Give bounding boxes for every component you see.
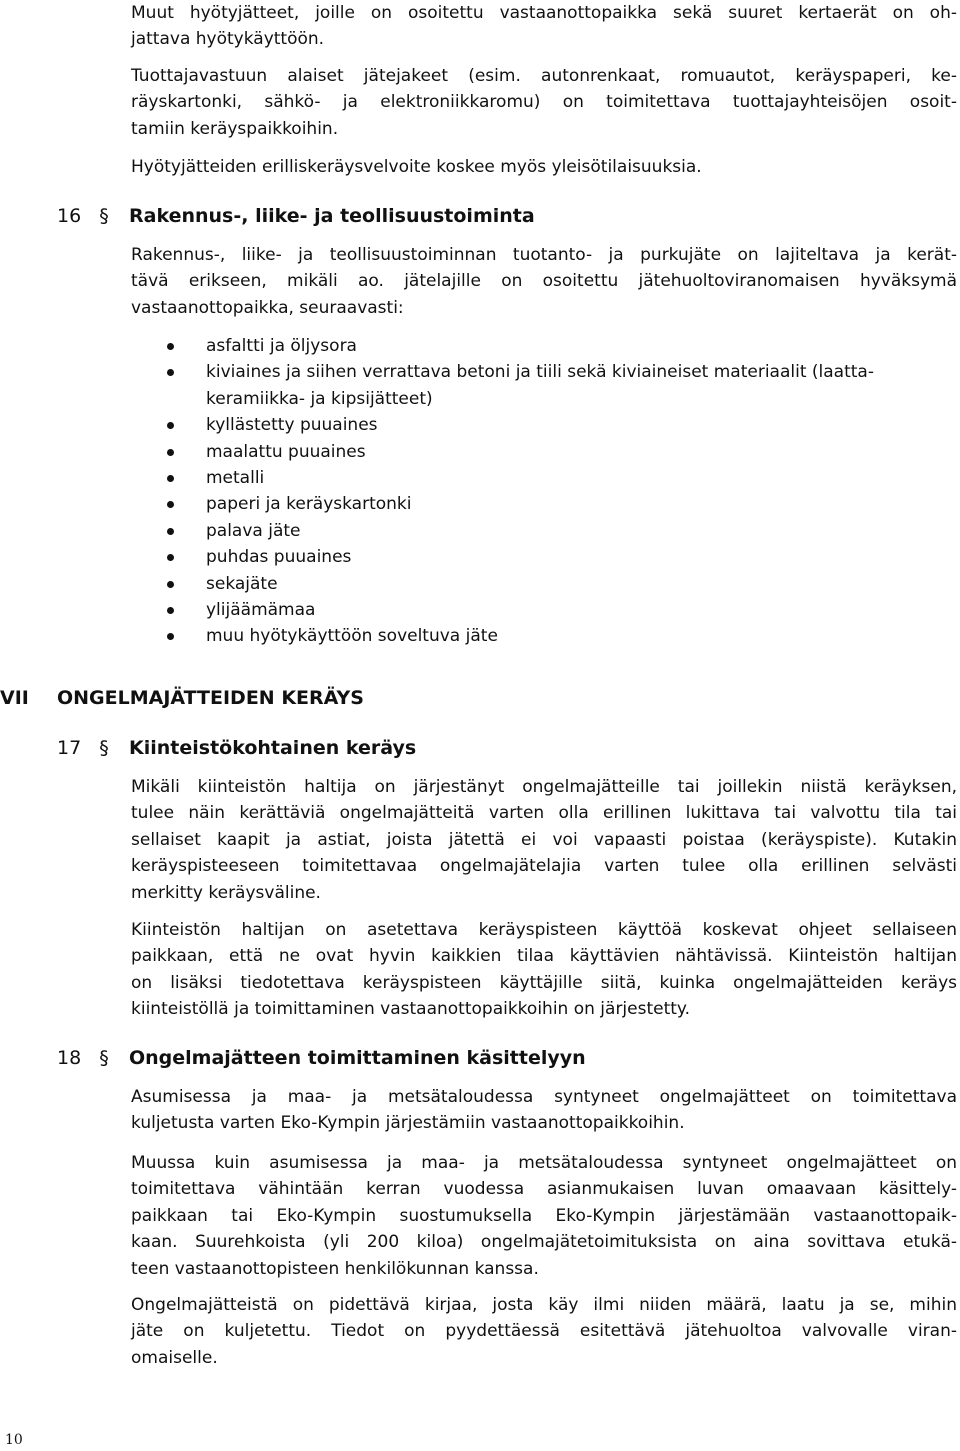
list-item-text: puhdas puuaines xyxy=(206,547,352,568)
list-item xyxy=(163,465,960,491)
section-heading-17 xyxy=(57,736,416,760)
list-item-text: muu hyötykäyttöön soveltuva jäte xyxy=(206,626,498,647)
text-line: jäte on kuljetettu. Tiedot on pyydettäessä esitettävä jätehuoltoa valvovalle viran- xyxy=(131,1321,957,1342)
text-line: vastaanottopaikka, seuraavasti: xyxy=(131,297,404,318)
list-item-text: kyllästetty puuaines xyxy=(206,415,378,436)
chapter-heading xyxy=(0,686,364,710)
text-line: kiinteistöllä ja toimittaminen vastaanottopaikkoihin on järjestetty. xyxy=(131,999,690,1020)
list-item xyxy=(163,571,960,597)
text-line: kaan. Suurehkoista (yli 200 kiloa) ongelmajätetoimituksista on aina sovittava etukä- xyxy=(131,1232,957,1253)
text-line: Kiinteistön haltijan on asetettava keräyspisteen käyttöä koskevat ohjeet sellaiseen xyxy=(131,920,957,940)
text-line: Rakennus-, liike- ja teollisuustoiminnan tuotanto- ja purkujäte on lajiteltava ja kerät- xyxy=(131,245,957,265)
section-title: Kiinteistökohtainen keräys xyxy=(129,737,417,759)
section-sign: § xyxy=(99,1047,109,1069)
chapter-title: ONGELMAJÄTTEIDEN KERÄYS xyxy=(57,687,364,709)
bullet-icon xyxy=(167,475,174,482)
section-heading-16 xyxy=(57,204,535,228)
text-line: paikkaan tai Eko-Kympin suostumuksella Eko-Kympin järjestämään vastaanottopaik- xyxy=(131,1205,957,1226)
text-line: keräyspisteeseen toimitettavaa ongelmajätelajia varten tulee olla erillinen selvästi xyxy=(131,856,957,877)
text-line: tävä erikseen, mikäli ao. jätelajille on osoitettu jätehuoltoviranomaisen hyväksymä xyxy=(131,271,957,292)
bullet-icon xyxy=(167,422,174,429)
list-item-text: palava jäte xyxy=(206,520,301,541)
section-title: Rakennus-, liike- ja teollisuustoiminta xyxy=(129,205,535,227)
paragraph-section18-1 xyxy=(131,1084,957,1137)
list-item xyxy=(163,544,960,570)
text-line: omaiselle. xyxy=(131,1347,218,1368)
text-line: sellaiset kaapit ja astiat, joista jätettä ei voi vapaasti poistaa (keräyspiste). Kutakin xyxy=(131,829,957,850)
bullet-icon xyxy=(167,528,174,535)
paragraph-section16-intro xyxy=(131,242,957,321)
paragraph-section18-2 xyxy=(131,1150,957,1282)
paragraph-hyotyjatteet xyxy=(131,0,957,53)
bullet-icon xyxy=(167,633,174,640)
bullet-icon xyxy=(167,343,174,350)
text-line: teen vastaanottopisteen henkilökunnan kanssa. xyxy=(131,1258,539,1279)
text-line: jattava hyötykäyttöön. xyxy=(131,29,325,50)
bullet-icon xyxy=(167,449,174,456)
list-item-text: sekajäte xyxy=(206,573,278,594)
list-item-text: maalattu puuaines xyxy=(206,441,366,462)
text-line: Tuottajavastuun alaiset jätejakeet (esim. autonrenkaat, romuautot, keräyspaperi, ke- xyxy=(131,66,957,86)
list-item-text: keramiikka- ja kipsijätteet) xyxy=(206,388,433,409)
section-title: Ongelmajätteen toimittaminen käsittelyyn xyxy=(129,1047,586,1069)
text-line: Hyötyjätteiden erilliskeräysvelvoite koskee myös yleisötilaisuuksia. xyxy=(131,157,702,177)
text-line: Asumisessa ja maa- ja metsätaloudessa syntyneet ongelmajätteet on toimitettava xyxy=(131,1087,957,1107)
paragraph-erilliskerays xyxy=(131,154,957,180)
list-item xyxy=(163,359,960,412)
text-line: räyskartonki, sähkö- ja elektroniikkaromu) on toimitettava tuottajayhteisöjen osoit- xyxy=(131,92,957,113)
section-sign: § xyxy=(99,737,109,759)
text-line: kuljetusta varten Eko-Kympin järjestämiin vastaanottopaikkoihin. xyxy=(131,1113,685,1134)
list-item xyxy=(163,333,960,359)
section-number: 18 xyxy=(57,1047,82,1069)
paragraph-section18-3 xyxy=(131,1292,957,1371)
text-line: merkitty keräysväline. xyxy=(131,882,321,903)
waste-type-list xyxy=(163,333,960,650)
text-line: tulee näin kerättäviä ongelmajätteitä varten olla erillinen lukittava tai valvottu tila tai xyxy=(131,803,957,824)
text-line: on lisäksi tiedotettava keräyspisteen käyttäjille siitä, kuinka ongelmajätteiden keräys xyxy=(131,972,957,993)
text-line: Muussa kuin asumisessa ja maa- ja metsätaloudessa syntyneet ongelmajätteet on xyxy=(131,1153,957,1173)
list-item-text: metalli xyxy=(206,468,265,489)
list-item-text: ylijäämämaa xyxy=(206,600,316,621)
list-item-text: paperi ja keräyskartonki xyxy=(206,494,412,515)
bullet-icon xyxy=(167,581,174,588)
section-heading-18 xyxy=(57,1046,586,1070)
text-line: toimitettava vähintään kerran vuodessa asianmukaisen luvan omaavaan käsittely- xyxy=(131,1179,957,1200)
list-item xyxy=(163,439,960,465)
list-item-text: asfaltti ja öljysora xyxy=(206,336,357,356)
paragraph-section17-2 xyxy=(131,917,957,1023)
list-item xyxy=(163,597,960,623)
section-sign: § xyxy=(99,205,109,227)
bullet-icon xyxy=(167,501,174,508)
list-item xyxy=(163,518,960,544)
bullet-icon xyxy=(167,607,174,614)
list-item xyxy=(163,412,960,438)
text-line: tamiin keräyspaikkoihin. xyxy=(131,118,339,139)
section-number: 16 xyxy=(57,205,82,227)
paragraph-tuottajavastuu xyxy=(131,63,957,142)
chapter-number: VII xyxy=(0,687,29,709)
page-number: 10 xyxy=(5,1432,23,1448)
text-line: Muut hyötyjätteet, joille on osoitettu vastaanottopaikka sekä suuret kertaerät on oh- xyxy=(131,3,957,23)
bullet-icon xyxy=(167,554,174,561)
list-item-text: kiviaines ja siihen verrattava betoni ja tiili sekä kiviaineiset materiaalit (laatta- xyxy=(206,362,874,383)
paragraph-section17-1 xyxy=(131,774,957,906)
list-item xyxy=(163,623,960,649)
text-line: paikkaan, että ne ovat hyvin kaikkien tilaa käyttävien nähtävissä. Kiinteistön haltijan xyxy=(131,946,957,967)
section-number: 17 xyxy=(57,737,82,759)
bullet-icon xyxy=(167,369,174,376)
text-line: Ongelmajätteistä on pidettävä kirjaa, josta käy ilmi niiden määrä, laatu ja se, mihin xyxy=(131,1295,957,1315)
list-item xyxy=(163,491,960,517)
text-line: Mikäli kiinteistön haltija on järjestänyt ongelmajätteille tai joillekin niistä keräyksen, xyxy=(131,777,957,797)
